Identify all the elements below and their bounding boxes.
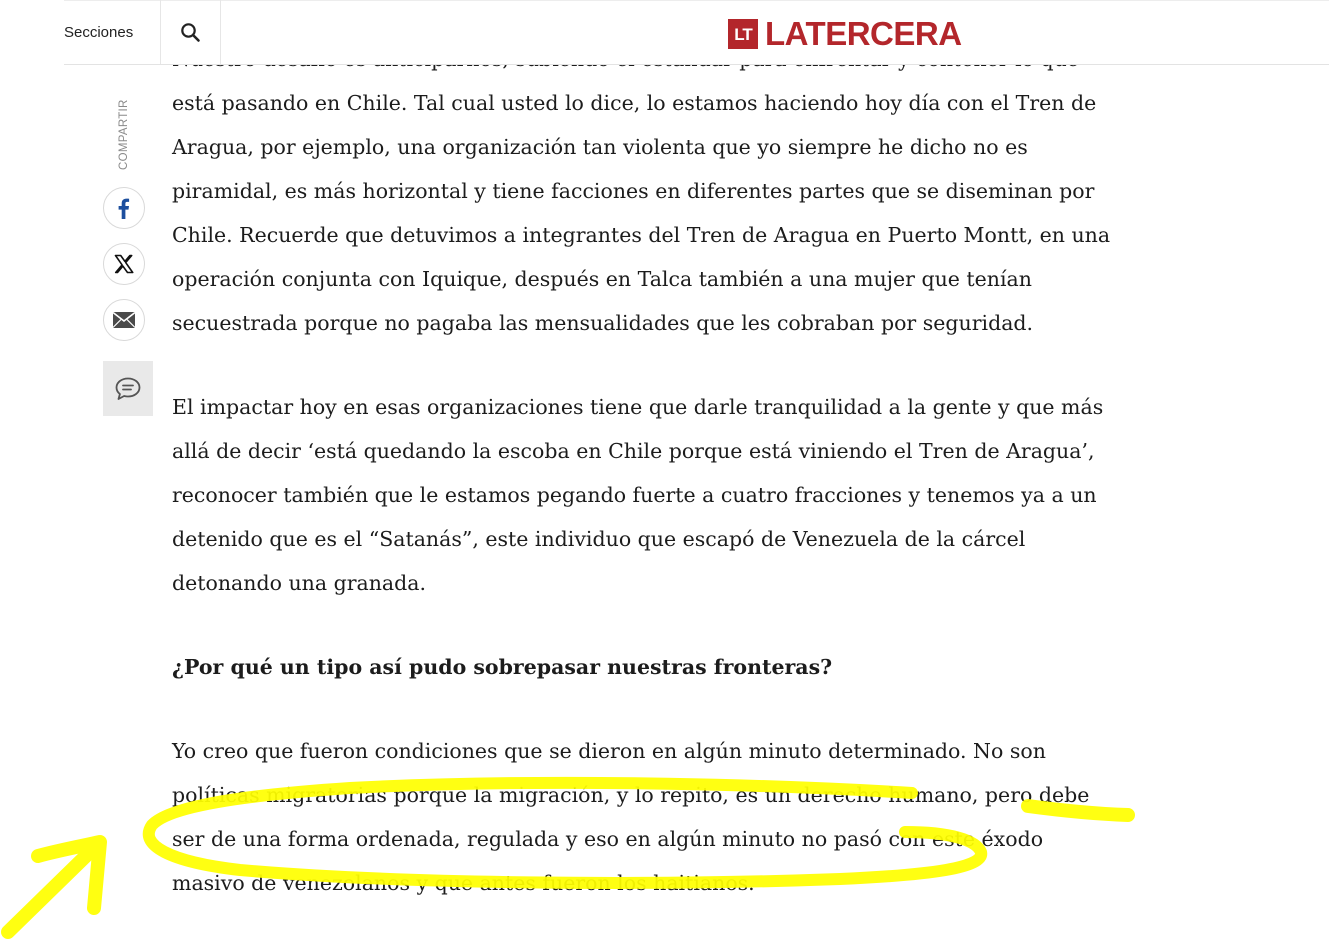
article-line: reconocer también que le estamos pegando fuerte a cuatro fracciones y tenemos ya a un <box>172 483 1097 507</box>
site-logo[interactable] <box>728 15 962 52</box>
article-line: piramidal, es más horizontal y tiene facciones en diferentes partes que se diseminan por <box>172 179 1095 203</box>
x-icon <box>113 253 135 275</box>
article-body <box>172 37 1172 905</box>
logo-mark: LT <box>728 19 758 49</box>
article-line: Chile. Recuerde que detuvimos a integrantes del Tren de Aragua en Puerto Montt, en una <box>172 223 1111 247</box>
share-label: COMPARTIR <box>118 99 130 170</box>
interview-question: ¿Por qué un tipo así pudo sobrepasar nuestras fronteras? <box>172 655 833 679</box>
article-line: Aragua, por ejemplo, una organización tan violenta que yo siempre he dicho no es <box>172 135 1028 159</box>
search-icon <box>162 8 218 56</box>
article-line: ser de una forma ordenada, regulada y eso en algún minuto no pasó con este éxodo <box>172 827 1044 851</box>
article-line: detonando una granada. <box>172 571 427 595</box>
share-email-button[interactable] <box>103 299 145 341</box>
header-divider <box>160 0 161 64</box>
article-line: detenido que es el “Satanás”, este individuo que escapó de Venezuela de la cárcel <box>172 527 1026 551</box>
header-bottom-divider <box>64 64 1329 65</box>
article-line: allá de decir ‘está quedando la escoba en Chile porque está viniendo el Tren de Aragua’, <box>172 439 1095 463</box>
sections-menu-button[interactable]: Secciones <box>64 24 134 41</box>
header-divider <box>220 0 221 64</box>
article-line: Yo creo que fueron condiciones que se dieron en algún minuto determinado. No son <box>172 739 1046 763</box>
site-header <box>0 0 1329 64</box>
email-icon <box>112 311 136 329</box>
facebook-icon <box>114 196 134 220</box>
article-line: políticas migratorias porque la migración, y lo repito, es un derecho humano, pero debe <box>172 783 1090 807</box>
share-facebook-button[interactable] <box>103 187 145 229</box>
article-line: operación conjunta con Iquique, después en Talca también a una mujer que tenían <box>172 267 1032 291</box>
share-x-button[interactable] <box>103 243 145 285</box>
comments-button[interactable] <box>103 361 153 416</box>
article-line: secuestrada porque no pagaba las mensualidades que les cobraban por seguridad. <box>172 311 1034 335</box>
annotation-arrow-head <box>38 842 100 908</box>
article-line: El impactar hoy en esas organizaciones tiene que darle tranquilidad a la gente y que más <box>172 395 1104 419</box>
search-button[interactable] <box>162 8 218 56</box>
annotation-arrow-shaft <box>8 850 92 932</box>
article-line: masivo de venezolanos y que antes fueron los haitianos. <box>172 871 755 895</box>
comment-icon <box>114 376 142 402</box>
article-line: está pasando en Chile. Tal cual usted lo dice, lo estamos haciendo hoy día con el Tren de <box>172 91 1097 115</box>
logo-wordmark: LATERCERA <box>765 15 962 52</box>
header-top-divider <box>64 0 1329 1</box>
